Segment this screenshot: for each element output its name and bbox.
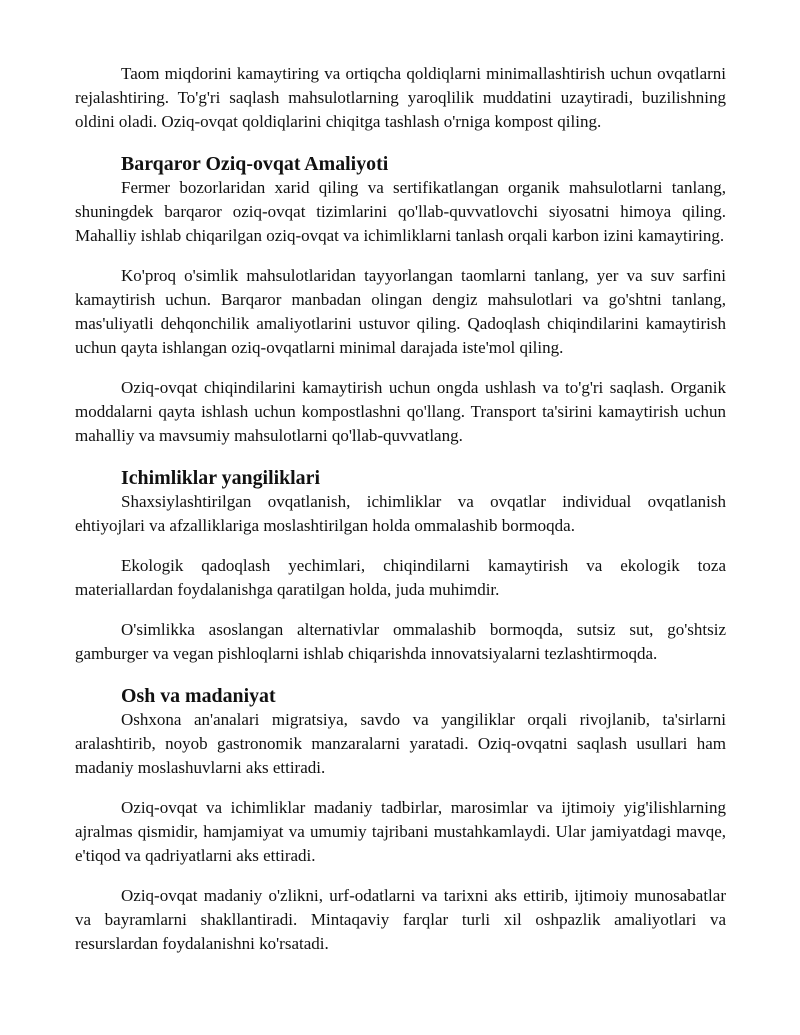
body-paragraph: Oshxona an'analari migratsiya, savdo va yangiliklar orqali rivojlanib, ta'sirlarni aralashtirib, noyob gastronomik manzaralarni yaratadi. Oziq-ovqatni saqlash usullari ham madaniy moslashuvlarni aks ettiradi.	[75, 710, 726, 777]
body-paragraph: Oziq-ovqat madaniy o'zlikni, urf-odatlarni va tarixni aks ettirib, ijtimoiy munosabatlar va bayramlarni shakllantiradi. Mintaqaviy farqlar turli xil oshpazlik amaliyotlari va resurslardan foydalanishni ko'rsatadi.	[75, 886, 726, 953]
section-heading-food-culture: Osh va madaniyat	[121, 685, 276, 707]
intro-paragraph: Taom miqdorini kamaytiring va ortiqcha qoldiqlarni minimallashtirish uchun ovqatlarni rejalashtiring. To'g'ri saqlash mahsulotlarning yaroqlilik muddatini uzaytiradi, buzilishning oldini oladi. Oziq-ovqat qoldiqlarini chiqitga tashlash o'rniga kompost qiling.	[75, 64, 726, 131]
body-paragraph: Ekologik qadoqlash yechimlari, chiqindilarni kamaytirish va ekologik toza materiallardan foydalanishga qaratilgan holda, juda muhimdir.	[75, 556, 726, 599]
body-paragraph: Ko'proq o'simlik mahsulotlaridan tayyorlangan taomlarni tanlang, yer va suv sarfini kamaytirish uchun. Barqaror manbadan olingan dengiz mahsulotlari va go'shtni tanlang, mas'uliyatli dehqonchilik amaliyotlarini ustuvor qiling. Qadoqlash chiqindilarini kamaytirish uchun qayta ishlangan oziq-ovqatlarni minimal darajada iste'mol qiling.	[75, 266, 726, 357]
section-heading-beverage-news: Ichimliklar yangiliklari	[121, 467, 320, 489]
body-paragraph: Shaxsiylashtirilgan ovqatlanish, ichimliklar va ovqatlar individual ovqatlanish ehtiyojlari va afzalliklariga moslashtirilgan holda ommalashib bormoqda.	[75, 492, 726, 535]
body-paragraph: O'simlikka asoslangan alternativlar ommalashib bormoqda, sutsiz sut, go'shtsiz gamburger va vegan pishloqlarni ishlab chiqarishda innovatsiyalarni tezlashtirmoqda.	[75, 620, 726, 663]
body-paragraph: Oziq-ovqat va ichimliklar madaniy tadbirlar, marosimlar va ijtimoiy yig'ilishlarning ajralmas qismidir, hamjamiyat va umumiy tajribani mustahkamlaydi. Ular jamiyatdagi mavqe, e'tiqod va qadriyatlarni aks ettiradi.	[75, 798, 726, 865]
body-paragraph: Fermer bozorlaridan xarid qiling va sertifikatlangan organik mahsulotlarni tanlang, shuningdek barqaror oziq-ovqat tizimlarini qo'llab-quvvatlovchi siyosatni himoya qiling. Mahalliy ishlab chiqarilgan oziq-ovqat va ichimliklarni tanlash orqali karbon izini kamaytiring.	[75, 178, 726, 245]
body-paragraph: Oziq-ovqat chiqindilarini kamaytirish uchun ongda ushlash va to'g'ri saqlash. Organik moddalarni qayta ishlash uchun kompostlashni qo'llang. Transport ta'sirini kamaytirish uchun mahalliy va mavsumiy mahsulotlarni qo'llab-quvvatlang.	[75, 378, 726, 445]
section-heading-sustainable-food: Barqaror Oziq-ovqat Amaliyoti	[121, 153, 389, 175]
document-page	[75, 62, 726, 956]
